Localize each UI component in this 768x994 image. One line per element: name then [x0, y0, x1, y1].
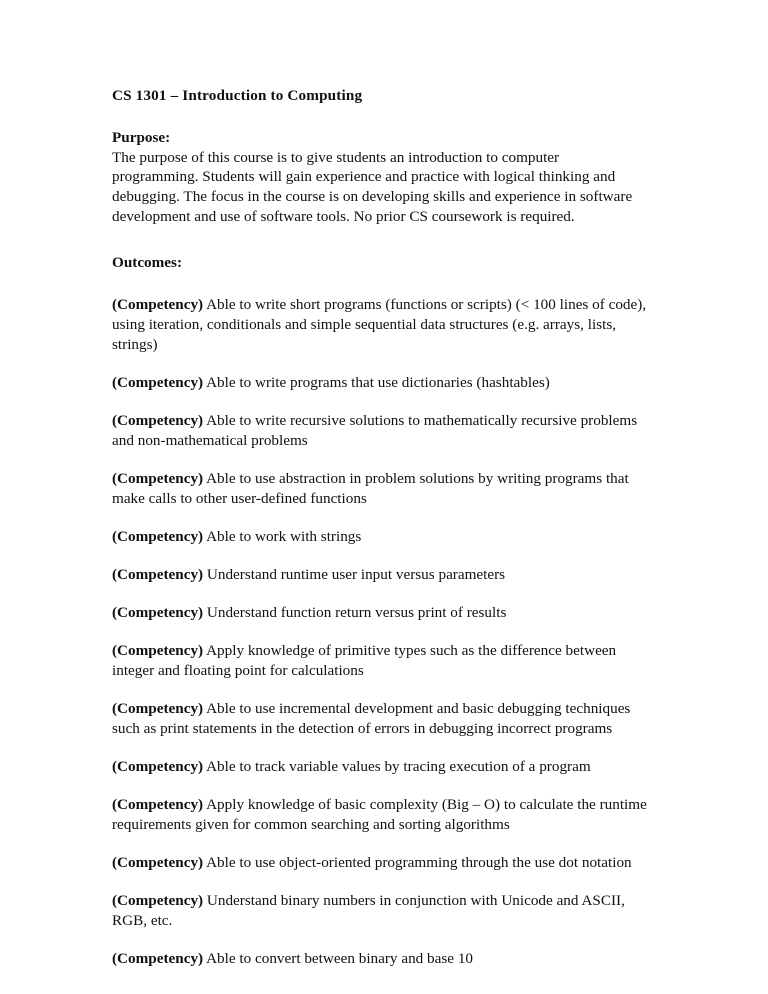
competency-description: Apply knowledge of basic complexity (Big – O) to calculate the runtime requirements given for common searching and sorting algorithms — [112, 795, 647, 833]
competency-item — [112, 891, 649, 931]
competency-item — [112, 469, 649, 509]
competency-label: (Competency) — [112, 296, 204, 314]
competency-label: (Competency) — [112, 470, 204, 488]
competency-label: (Competency) — [112, 374, 204, 392]
competency-description: Able to write recursive solutions to mathematically recursive problems and non-mathematical problems — [112, 412, 638, 450]
outcomes-section — [112, 253, 649, 968]
purpose-heading: Purpose: — [112, 128, 171, 146]
competency-label: (Competency) — [112, 891, 204, 909]
competency-label: (Competency) — [112, 412, 204, 430]
competency-item — [112, 699, 649, 739]
competency-label: (Competency) — [112, 699, 204, 717]
competency-item — [112, 565, 649, 585]
outcomes-heading: Outcomes: — [112, 254, 183, 272]
competency-item — [112, 795, 649, 835]
document-body — [112, 86, 649, 969]
competency-label: (Competency) — [112, 757, 204, 775]
competency-description: Able to track variable values by tracing execution of a program — [203, 757, 591, 775]
competency-description: Understand binary numbers in conjunction with Unicode and ASCII, RGB, etc. — [112, 891, 625, 929]
competency-description: Able to write short programs (functions or scripts) (< 100 lines of code), using iteration, conditionals and simple sequential data structures (e.g. arrays, lists, strings) — [112, 296, 647, 354]
competency-label: (Competency) — [112, 642, 204, 660]
competency-label: (Competency) — [112, 949, 204, 967]
competency-item — [112, 641, 649, 681]
competency-item — [112, 757, 649, 777]
competency-item — [112, 295, 649, 355]
competency-label: (Competency) — [112, 528, 204, 546]
competency-item — [112, 853, 649, 873]
page-title: CS 1301 – Introduction to Computing — [112, 87, 363, 104]
competency-description: Able to write programs that use dictionaries (hashtables) — [203, 374, 550, 392]
competency-description: Able to convert between binary and base 10 — [203, 949, 474, 967]
competency-description: Able to use abstraction in problem solutions by writing programs that make calls to other user-defined functions — [112, 470, 629, 508]
competency-label: (Competency) — [112, 566, 204, 584]
competency-label: (Competency) — [112, 853, 204, 871]
competency-item — [112, 949, 649, 969]
competency-description: Understand function return versus print of results — [203, 604, 507, 622]
competency-description: Able to work with strings — [203, 528, 362, 546]
purpose-section — [112, 128, 649, 228]
purpose-text: The purpose of this course is to give students an introduction to computer programming. Students will gain experience and practice with logical thinking and debugging. The focus in the course is on developing skills and experience in software development and use of software tools. No prior CS coursework is required. — [112, 148, 633, 226]
competency-label: (Competency) — [112, 604, 204, 622]
competency-description: Able to use incremental development and basic debugging techniques such as print statements in the detection of errors in debugging incorrect programs — [112, 699, 631, 737]
competency-description: Apply knowledge of primitive types such as the difference between integer and floating point for calculations — [112, 642, 617, 679]
competency-item — [112, 527, 649, 547]
competency-item — [112, 411, 649, 451]
competency-list — [112, 295, 649, 969]
competency-description: Understand runtime user input versus parameters — [203, 566, 506, 584]
competency-item — [112, 373, 649, 393]
competency-description: Able to use object-oriented programming through the use dot notation — [203, 853, 632, 871]
competency-item — [112, 603, 649, 623]
competency-label: (Competency) — [112, 795, 204, 813]
